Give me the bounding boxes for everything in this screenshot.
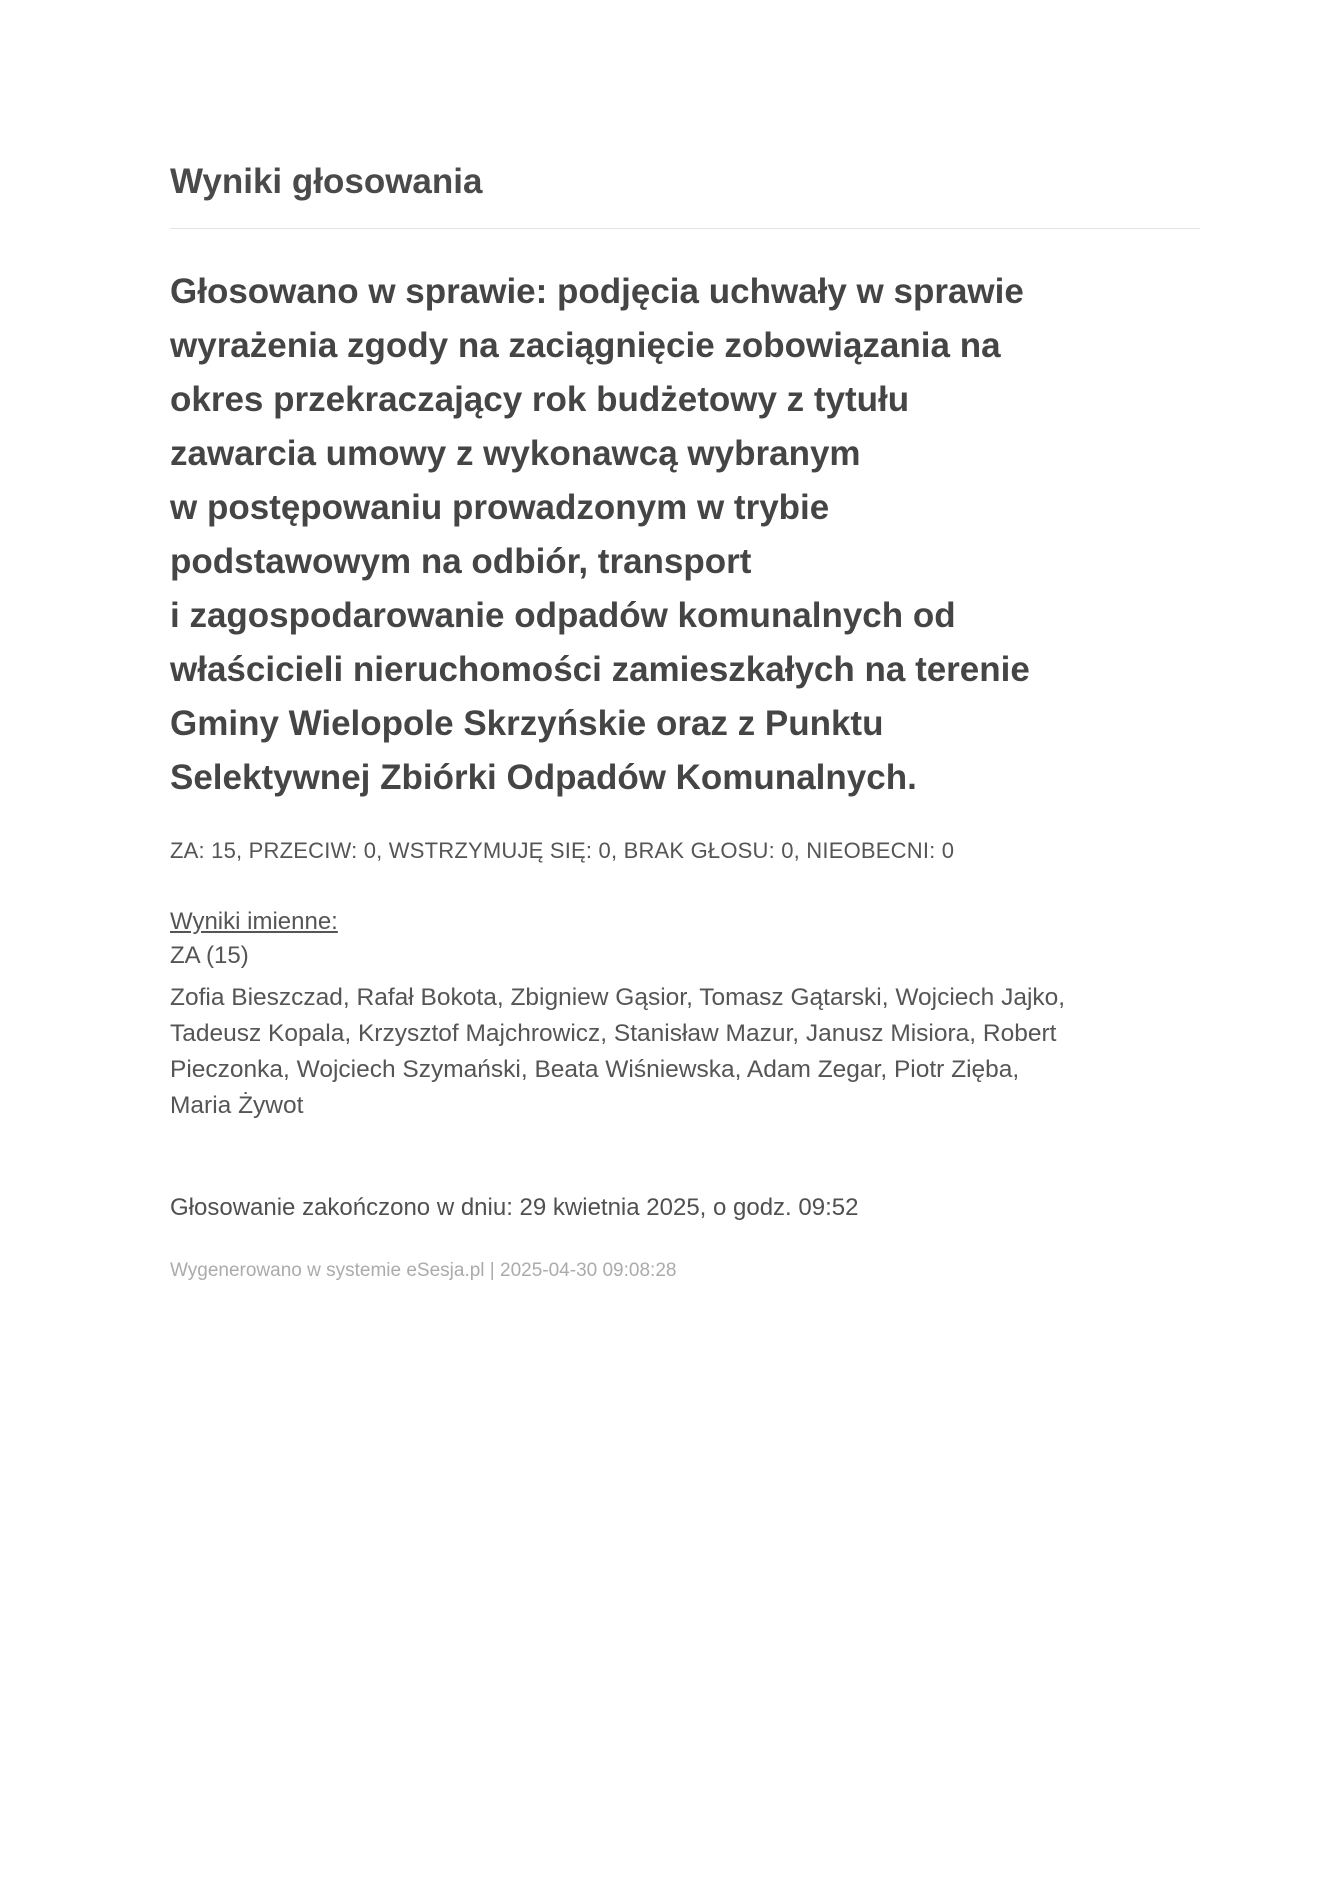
subject-line: Głosowano w sprawie: podjęcia uchwały w sprawie (170, 272, 1024, 311)
names-line: Pieczonka, Wojciech Szymański, Beata Wiśniewska, Adam Zegar, Piotr Zięba, (170, 1056, 1020, 1083)
divider (170, 228, 1200, 229)
subject-line: zawarcia umowy z wykonawcą wybranym (170, 434, 861, 473)
vote-subject (170, 265, 1180, 805)
subject-line: właścicieli nieruchomości zamieszkałych na terenie (170, 650, 1030, 689)
names-line: Maria Żywot (170, 1092, 304, 1119)
subject-line: i zagospodarowanie odpadów komunalnych od (170, 596, 956, 635)
subject-line: okres przekraczający rok budżetowy z tytułu (170, 380, 910, 419)
subject-line: podstawowym na odbiór, transport (170, 542, 752, 581)
generated-footer: Wygenerowano w systemie eSesja.pl | 2025-04-30 09:08:28 (170, 1260, 677, 1281)
subject-line: wyrażenia zgody na zaciągnięcie zobowiązania na (170, 326, 1001, 365)
names-line: Tadeusz Kopala, Krzysztof Majchrowicz, Stanisław Mazur, Janusz Misiora, Robert (170, 1020, 1057, 1047)
subject-line: Selektywnej Zbiórki Odpadów Komunalnych. (170, 758, 917, 797)
named-results-label: Wyniki imienne: (170, 908, 338, 935)
page-title: Wyniki głosowania (170, 162, 483, 201)
za-group-label: ZA (15) (170, 942, 249, 969)
vote-ended-info: Głosowanie zakończono w dniu: 29 kwietnia 2025, o godz. 09:52 (170, 1194, 859, 1221)
za-voters-list (170, 980, 1230, 1124)
vote-summary: ZA: 15, PRZECIW: 0, WSTRZYMUJĘ SIĘ: 0, BRAK GŁOSU: 0, NIEOBECNI: 0 (170, 838, 955, 863)
subject-line: w postępowaniu prowadzonym w trybie (170, 488, 830, 527)
names-line: Zofia Bieszczad, Rafał Bokota, Zbigniew Gąsior, Tomasz Gątarski, Wojciech Jajko, (170, 984, 1066, 1011)
subject-line: Gminy Wielopole Skrzyńskie oraz z Punktu (170, 704, 884, 743)
